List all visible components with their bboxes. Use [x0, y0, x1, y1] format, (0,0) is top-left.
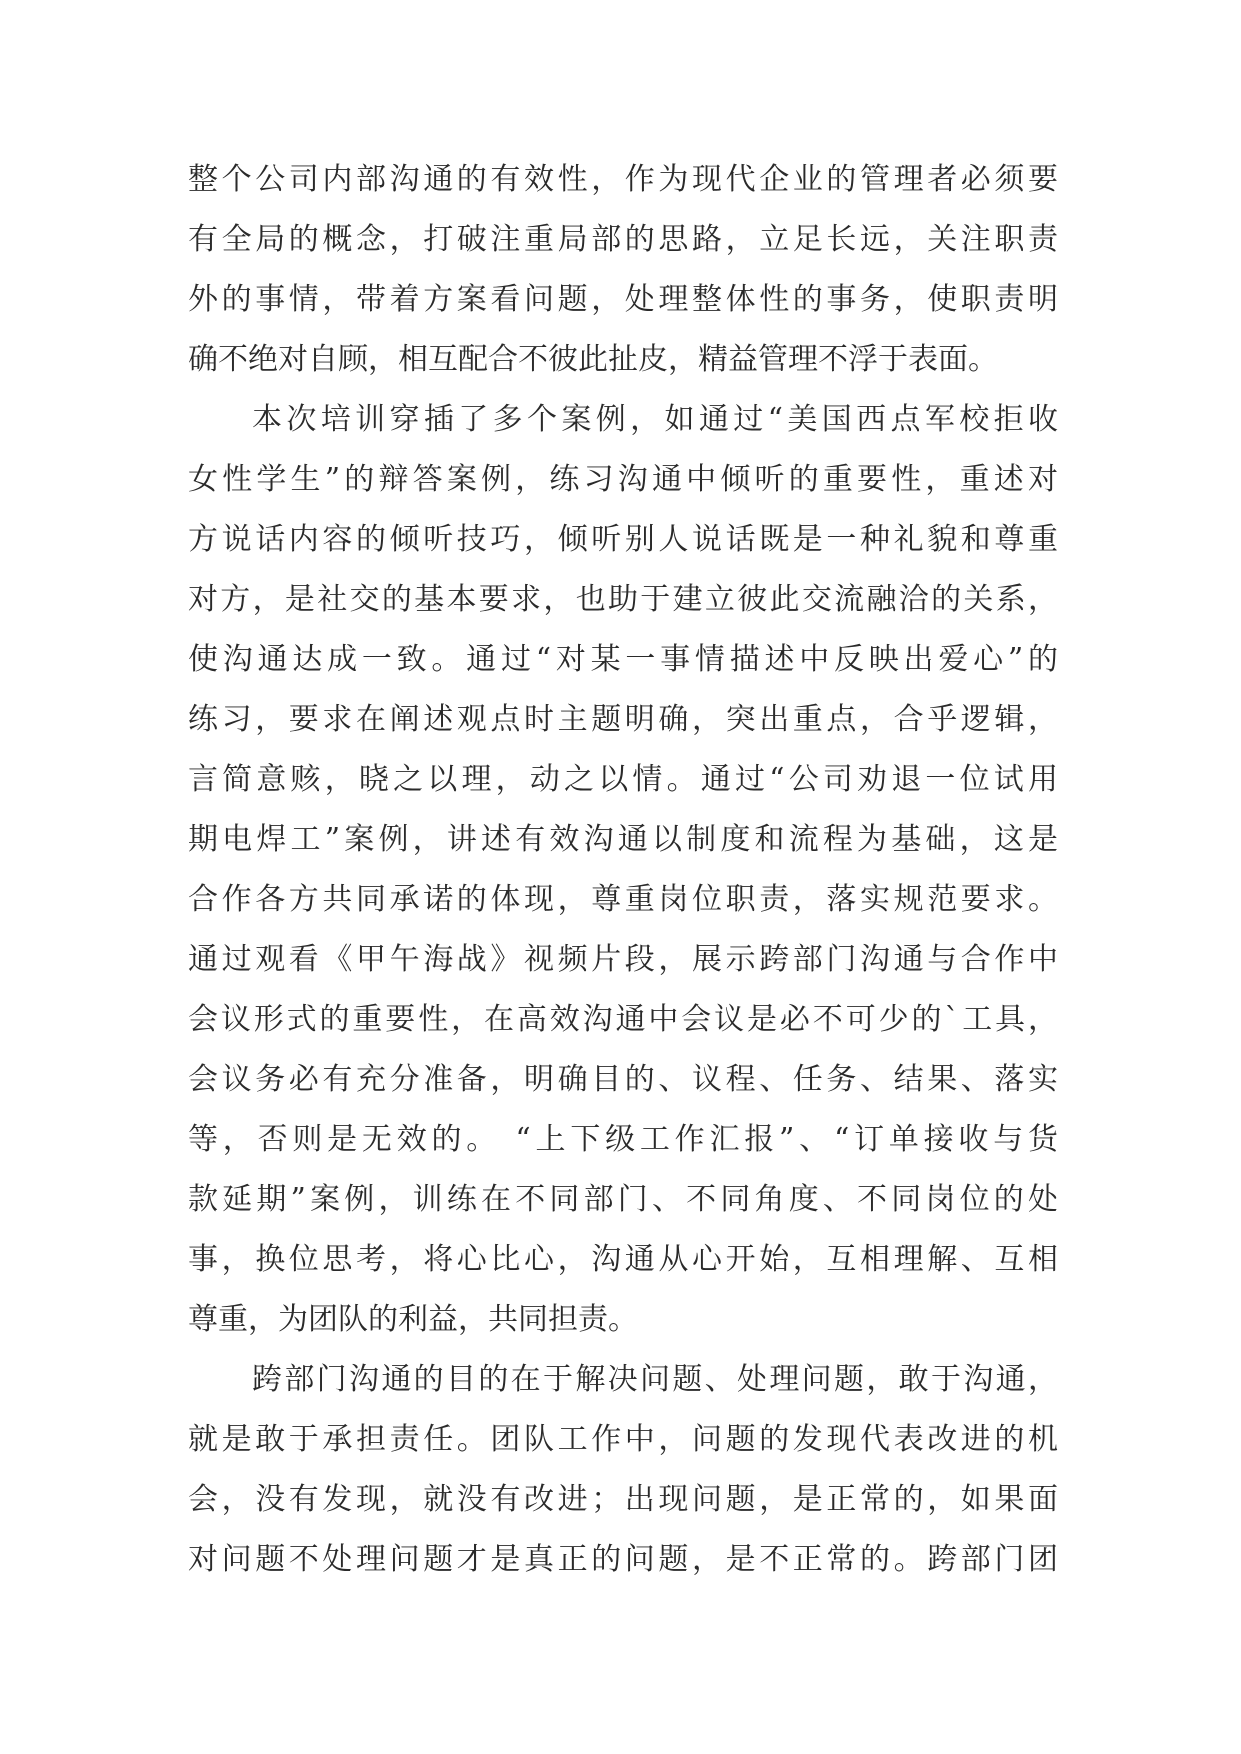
text-line: 整个公司内部沟通的有效性，作为现代企业的管理者必须要	[188, 162, 1058, 197]
text-line: 事，换位思考，将心比心，沟通从心开始，互相理解、互相	[188, 1242, 1058, 1277]
text-line: 练习，要求在阐述观点时主题明确，突出重点，合乎逻辑，	[188, 702, 1058, 737]
text-line: 等，否则是无效的。 “上下级工作汇报”、“订单接收与货	[188, 1122, 1058, 1157]
text-line: 会议务必有充分准备，明确目的、议程、任务、结果、落实	[188, 1062, 1058, 1097]
paragraph-first-line: 跨部门沟通的目的在于解决问题、处理问题，敢于沟通，	[252, 1362, 1058, 1397]
text-line: 有全局的概念，打破注重局部的思路，立足长远，关注职责	[188, 222, 1058, 257]
text-line: 对方，是社交的基本要求，也助于建立彼此交流融洽的关系，	[188, 582, 1058, 617]
text-line: 外的事情，带着方案看问题，处理整体性的事务，使职责明	[188, 282, 1058, 317]
text-line: 会议形式的重要性，在高效沟通中会议是必不可少的`工具，	[188, 1002, 1058, 1037]
text-line: 款延期”案例，训练在不同部门、不同角度、不同岗位的处	[188, 1182, 1058, 1217]
text-line: 女性学生”的辩答案例，练习沟通中倾听的重要性，重述对	[188, 462, 1058, 497]
text-line: 确不绝对自顾，相互配合不彼此扯皮，精益管理不浮于表面。	[188, 342, 998, 377]
text-line: 通过观看《甲午海战》视频片段，展示跨部门沟通与合作中	[188, 942, 1058, 977]
text-line: 会，没有发现，就没有改进；出现问题，是正常的，如果面	[188, 1482, 1058, 1517]
paragraph-first-line: 本次培训穿插了多个案例，如通过“美国西点军校拒收	[252, 402, 1058, 437]
text-line: 合作各方共同承诺的体现，尊重岗位职责，落实规范要求。	[188, 882, 1058, 917]
text-line: 期电焊工”案例，讲述有效沟通以制度和流程为基础，这是	[188, 822, 1058, 857]
text-line: 就是敢于承担责任。团队工作中，问题的发现代表改进的机	[188, 1422, 1058, 1457]
body-text	[188, 150, 1058, 1590]
text-line: 言简意赅，晓之以理，动之以情。通过“公司劝退一位试用	[188, 762, 1058, 797]
text-line: 尊重，为团队的利益，共同担责。	[188, 1302, 638, 1337]
text-line: 对问题不处理问题才是真正的问题，是不正常的。跨部门团	[188, 1542, 1058, 1577]
text-line: 使沟通达成一致。通过“对某一事情描述中反映出爱心”的	[188, 642, 1058, 677]
text-line: 方说话内容的倾听技巧，倾听别人说话既是一种礼貌和尊重	[188, 522, 1058, 557]
